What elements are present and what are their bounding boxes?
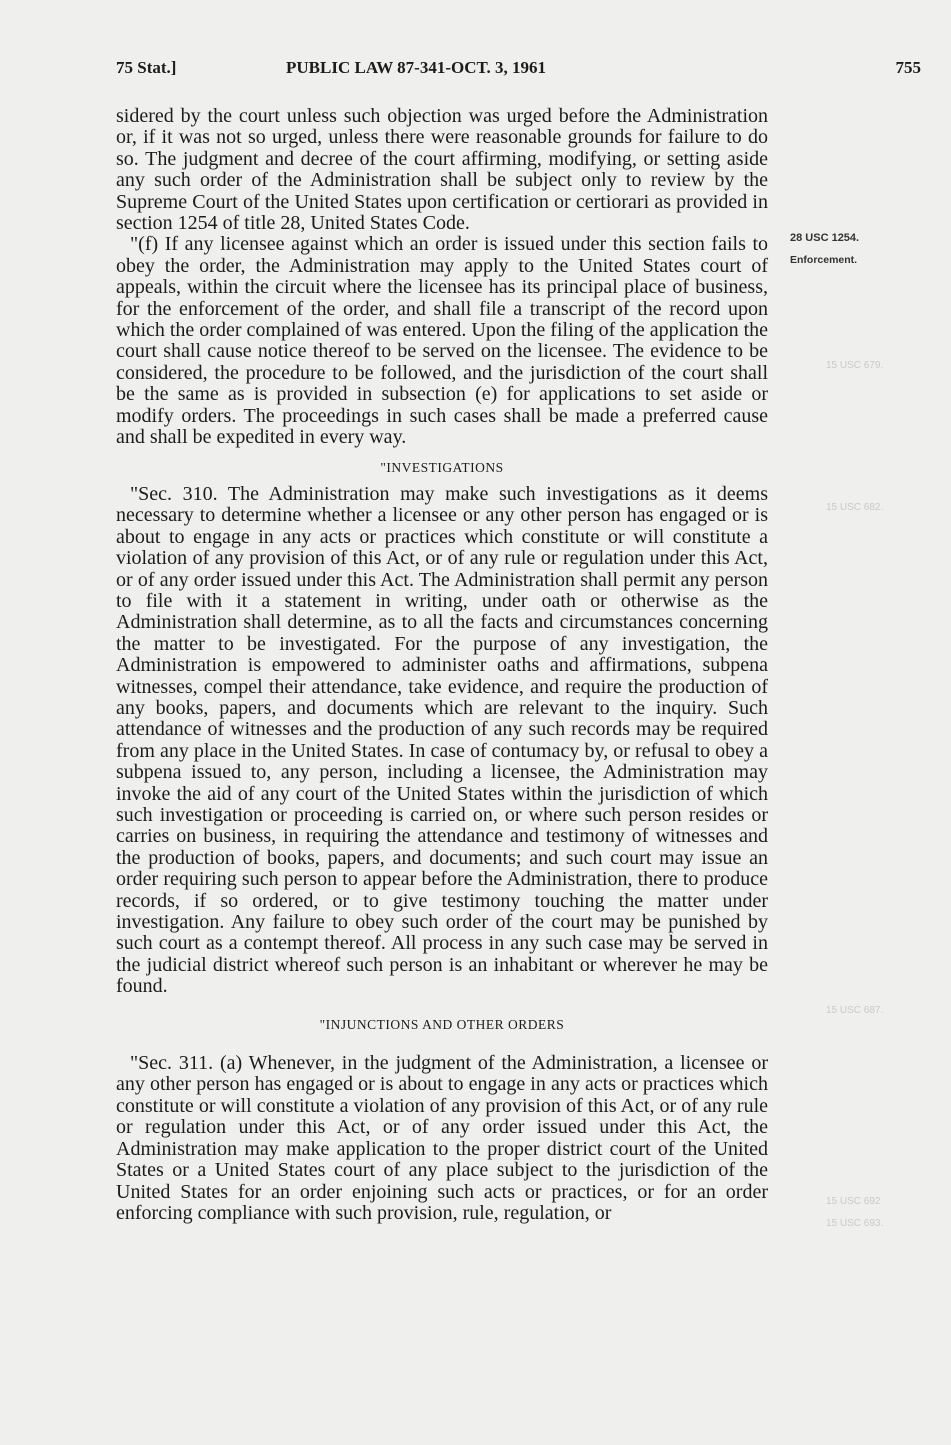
bleed-through-note: 15 USC 692 bbox=[826, 1196, 881, 1207]
bleed-through-note: 15 USC 693. bbox=[826, 1218, 884, 1229]
section-heading-investigations: "INVESTIGATIONS bbox=[380, 459, 504, 475]
paragraph-sec-310: "Sec. 310. The Administration may make such investigations as it deems necessary to determine whether a licensee or any other person has engaged or is about to engage in any acts or practices which constitute or will constitute a violation of any provision of this Act, or of any rule or regulation under this Act, or of any order issued under this Act. The Administration shall permit any person to file with it a statement in writing, under oath or otherwise as the Administration shall determine, as to all the facts and circumstances concerning the matter to be investigated. For the purpose of any investigation, the Administration is empowered to administer oaths and affirmations, subpena witnesses, compel their attendance, take evidence, and require the production of any books, papers, and documents which are relevant to the inquiry. Such attendance of witnesses and the production of any such records may be required from any place in the United States. In case of contumacy by, or refusal to obey a subpena issued to, any person, including a licensee, the Administration may invoke the aid of any court of the United States within the jurisdiction of which such investigation or proceeding is carried on, or where such person resides or carries on business, in requiring the attendance and testimony of witnesses and the production of books, papers, and documents; and such court may issue an order requiring such person to appear before the Administration, there to produce records, if so ordered, or to give testimony touching the matter under investigation. Any failure to obey such order of the court may be punished by such court as a contempt thereof. All process in any such case may be served in the judicial district whereof such person is an inhabitant or wherever he may be found. bbox=[116, 482, 768, 998]
volume-citation: 75 Stat.] bbox=[116, 58, 177, 77]
bleed-through-note: 15 USC 682. bbox=[826, 502, 884, 513]
paragraph-sec-311: "Sec. 311. (a) Whenever, in the judgment of the Administration, a licensee or any other person has engaged or is about to engage in any acts or practices which constitute or will constitute a violation of any provision of this Act, or of any rule or regulation under this Act, or of any order issued under this Act, the Administration may make application to the proper district court of the United States or a United States court of any place subject to the jurisdiction of the United States for an order enjoining such acts or practices, or for an order enforcing compliance with such provision, rule, regulation, or bbox=[116, 1052, 768, 1224]
paragraph-subsection-f: "(f) If any licensee against which an order is issued under this section fails to obey the order, the Administration may apply to the United States court of appeals, within the circuit where the licensee has its principal place of business, for the enforcement of the order, and shall file a transcript of the record upon which the order complained of was entered. Upon the filing of the application the court shall cause notice thereof to be served on the licensee. The evidence to be considered, the procedure to be followed, and the jurisdiction of the court shall be the same as is provided in subsection (e) for applications to set aside or modify orders. The proceedings in such cases shall be made a preferred cause and shall be expedited in every way. bbox=[116, 233, 769, 449]
bleed-through-note: 15 USC 679. bbox=[826, 360, 884, 371]
paragraph-continuation: sidered by the court unless such objection was urged before the Administration or, if it was not so urged, unless there were reasonable grounds for failure to do so. The judgment and decree of the court affirming, modifying, or setting aside any such order of the Administration shall be subject only to review by the Supreme Court of the United States upon certification or certiorari as provided in section 1254 of title 28, United States Code. bbox=[116, 105, 768, 235]
section-heading-injunctions: "INJUNCTIONS AND OTHER ORDERS bbox=[319, 1016, 565, 1032]
bleed-through-note: 15 USC 687. bbox=[826, 1005, 884, 1016]
margin-enforcement: Enforcement. bbox=[790, 254, 858, 266]
margin-citation: 28 USC 1254. bbox=[790, 232, 860, 244]
body-text bbox=[116, 106, 768, 1224]
running-header bbox=[116, 58, 921, 84]
page-number: 755 bbox=[895, 58, 921, 77]
law-title: PUBLIC LAW 87-341-OCT. 3, 1961 bbox=[286, 58, 547, 77]
